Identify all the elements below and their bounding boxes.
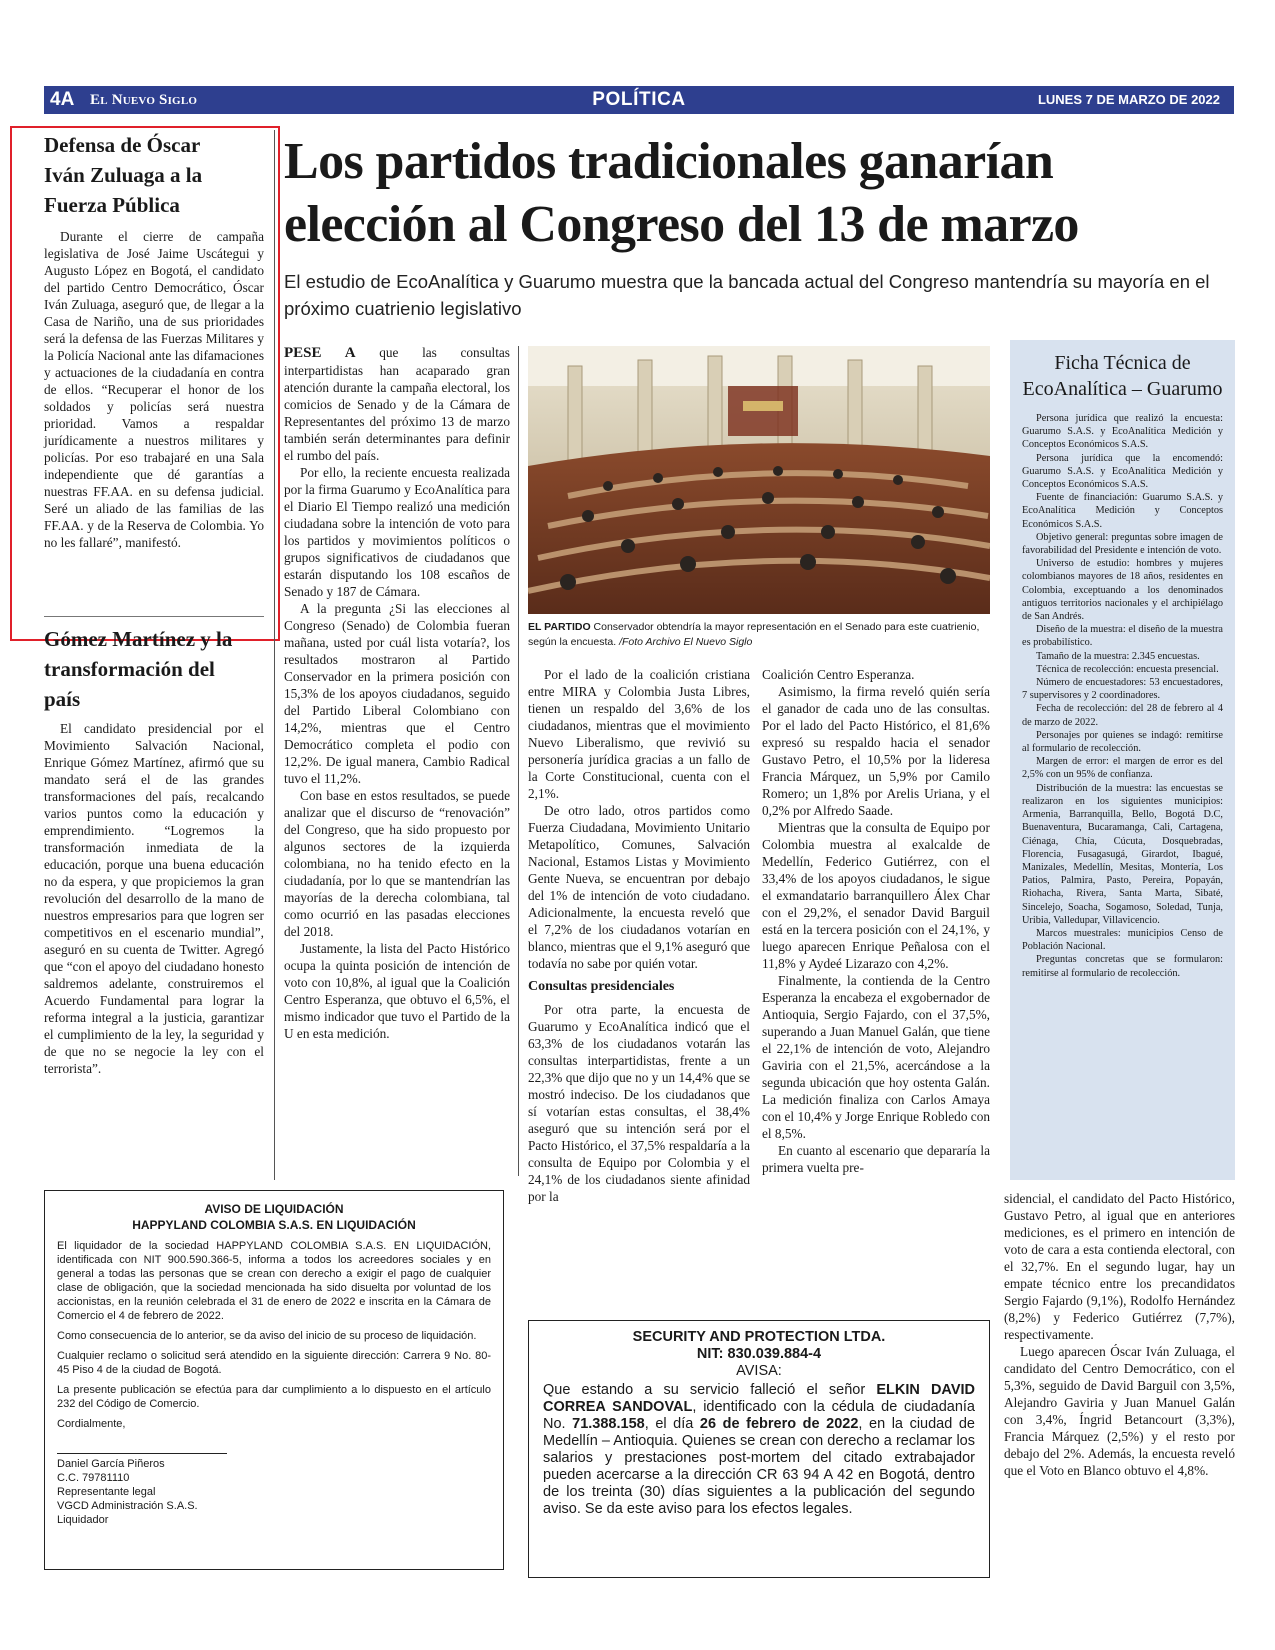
tech-item: Diseño de la muestra: el diseño de la muestra es probabilístico. xyxy=(1022,624,1223,649)
notice2-text: Que estando a su servicio falleció el señor xyxy=(543,1382,877,1398)
article-column-4 xyxy=(1004,1190,1235,1479)
left-story-2-text: El candidato presidencial por el Movimiento Salvación Nacional, Enrique Gómez Martínez, afirmó que su mandato será el de las grandes transformaciones del país, recalcando varios puntos como la educación y emprendimiento. “Logremos la transformación inmediata de la educación, porque una buena educación no da espera, y que propiciemos la gran revolución del desarrollo de la mano de nuestros empresarios para que logren ser competitivos en el escenario mundial”, aseguró en su cuenta de Twitter. Agregó que “con el apoyo del ciudadano honesto saldremos adelante, construiremos el Acuerdo Fundamental para lograr la reforma integral a la justicia, garantizar el cumplimiento de la ley, la seguridad y de que no se negocie la ley con el terrorista”. xyxy=(44,721,264,1076)
left-story-1-body xyxy=(44,228,264,551)
article-col1-p3: A la pregunta ¿Si las elecciones al Congreso (Senado) de Colombia fueran mañana, usted por cuál lista votaría?, los resultados mostraron al Partido Conservador en la primera posición con 15,3% de los apoyos ciudadanos, seguido del Partido Liberal Colombiano con 14,2%, mientras que el Centro Democrático completa el podio con 12,2%. De igual manera, Cambio Radical tuvo el 11,2%. xyxy=(284,601,510,786)
headline-deck: El estudio de EcoAnalítica y Guarumo muestra que la bancada actual del Congreso mantendría su mayoría en el próximo cuatrienio legislativo xyxy=(284,271,1210,319)
notice2-text: , el día xyxy=(644,1416,700,1432)
notice2-text: , identificado con la cédula de ciudadanía No. xyxy=(543,1399,975,1432)
left-story-2-title: Gómez Martínez y la transformación del país xyxy=(44,627,233,711)
notice2-heading-2: NIT: 830.039.884-4 xyxy=(696,1346,822,1362)
article-col1-p2: Por ello, la reciente encuesta realizada por la firma Guarumo y EcoAnalítica para el Diario El Tiempo realizó una medición ciudadana sobre la intención de voto para los partidos y movimientos políticos o grupos significativos de ciudadanos que estarán disputando los 108 escaños de Senado y 187 de Cámara. xyxy=(284,465,510,599)
signature-line-text: Daniel García Piñeros xyxy=(57,1458,165,1470)
article-column-1 xyxy=(284,344,510,1042)
left-story-1 xyxy=(44,130,264,551)
signature-line xyxy=(57,1453,227,1454)
notice1-p5: Cordialmente, xyxy=(57,1418,126,1430)
photo-credit: /Foto Archivo El Nuevo Siglo xyxy=(619,636,753,648)
article-col3-p2: Mientras que la consulta de Equipo por Colombia muestra al exalcalde de Medellín, Federico Gutiérrez, con el 33,4% de los apoyos ciudadanos, le sigue el exmandatario barranquillero Álex Char con el 29,2%, el senador David Barguil está en la tercera posición con el 24,1%, y luego aparecen Enrique Peñalosa con el 11,8% y Aydeé Lizarazo con 4,2%. xyxy=(762,820,990,971)
column-rule-left xyxy=(274,130,275,1180)
notice2-date: 26 de febrero de 2022 xyxy=(699,1416,859,1432)
tech-item: Fecha de recolección: del 28 de febrero al 4 de marzo de 2022. xyxy=(1022,703,1223,728)
technical-sheet-items xyxy=(1022,412,1223,980)
subhead-consultas: Consultas presidenciales xyxy=(528,979,675,994)
notice2-name: ELKIN DAVID CORREA SANDOVAL xyxy=(543,1382,975,1415)
notice1-heading-2: HAPPYLAND COLOMBIA S.A.S. EN LIQUIDACIÓN xyxy=(132,1218,416,1232)
tech-item: Marcos muestrales: municipios Censo de Población Nacional. xyxy=(1022,927,1223,953)
article-col1-p5: Justamente, la lista del Pacto Histórico ocupa la quinta posición de intención de voto con 10,8%, al igual que la Coalición Centro Esperanza, que obtuvo el 6,5%, el mismo indicador que tuvo el Partido de la U en esta medición. xyxy=(284,941,510,1041)
security-protection-notice xyxy=(528,1320,990,1578)
article-lead-in: PESE A xyxy=(284,345,356,361)
article-column-3 xyxy=(762,666,990,1176)
technical-sheet-title: Ficha Técnica de EcoAnalítica – Guarumo xyxy=(1022,352,1223,400)
article-col2-p2: De otro lado, otros partidos como Fuerza Ciudadana, Movimiento Unitario Metapolítico, Comunes, Salvación Nacional, Estamos Listas y Movimiento Gente Nueva, se encuentran por debajo del 1% de intención de voto ciudadano. Adicionalmente, la encuesta reveló que el 7,2% de los ciudadanos votarían en blanco, mientras que el 9,1% aseguró que todavía no sabe por quién votar. xyxy=(528,803,750,971)
tech-item: Preguntas concretas que se formularon: remitirse al formulario de recolección. xyxy=(1022,954,1223,979)
notice2-text: , en la ciudad de Medellín – Antioquia. Quienes se crean con derecho a reclamar los salarios y prestaciones post-mortem del citado extrabajador pueden acercarse a la dirección CR 63 94 A 42 en Bogotá, dentro de los treinta (30) días siguientes a la publicación del segundo aviso. Se da este aviso para los efectos legales. xyxy=(543,1416,975,1517)
tech-item: Distribución de la muestra: las encuestas se realizaron en los siguientes municipios: Armenia, Barranquilla, Bello, Bogotá D.C, Buenaventura, Bucaramanga, Cali, Cartagena, Ciénaga, Chía, Cúcuta, Dosquebradas, Florencia, Fusagasugá, Girardot, Ibagué, Manizales, Medellín, Mesitas, Montería, Los Patios, Palmira, Pasto, Pereira, Popayán, Riohacha, Rivera, Santa Marta, Sibaté, Sincelejo, Soacha, Sogamoso, Soledad, Tunja, Uribia, Valledupar, Villavicencio. xyxy=(1022,782,1223,926)
left-story-2-body xyxy=(44,720,264,1077)
technical-sheet-box xyxy=(1010,340,1235,1180)
signature-line-text: Representante legal xyxy=(57,1486,156,1498)
article-col1-p4: Con base en estos resultados, se puede analizar que el discurso de “renovación” del Congreso, que ha sido propuesto por algunos sectores de la izquierda colombiana, no ha tenido efecto en la ciudadanía, por lo que se mantendrían las mayorías de la derecha colombiana, tal como ocurrió en las pasadas elecciones del 2018. xyxy=(284,788,510,939)
article-col2-p3: Por otra parte, la encuesta de Guarumo y EcoAnalítica indicó que el 63,3% de los ciudadanos votarán las consultas interpartidistas, frente a un 22,3% que dijo que no y un 14,4% que se mostró indeciso. De los ciudadanos que sí votarían estas consultas, el 38,4% aseguró que su intención será por el Pacto Histórico, el 37,5% respaldaría a la consulta de Equipo por Colombia y el 24,1% de los ciudadanos siente afinidad por la xyxy=(528,1002,750,1204)
article-col2-p1: Por el lado de la coalición cristiana entre MIRA y Colombia Justa Libres, tienen un respaldo del 3,6% de los ciudadanos, mientras que el movimiento Nuevo Liberalismo, que revivió su personería jurídica gracias a un fallo de la Corte Constitucional, cuenta con el 2,1%. xyxy=(528,667,750,801)
notice2-heading-1: SECURITY AND PROTECTION LTDA. xyxy=(632,1329,886,1345)
tech-item: Personajes por quienes se indagó: remitirse al formulario de recolección. xyxy=(1022,729,1223,755)
tech-item: Fuente de financiación: Guarumo S.A.S. y EcoAnalítica Medición y Conceptos Económicos S.A.S. xyxy=(1022,492,1223,530)
left-story-1-title: Defensa de Óscar Iván Zuluaga a la Fuerza Pública xyxy=(44,133,203,217)
notice1-p2: Como consecuencia de lo anterior, se da aviso del inicio de su proceso de liquidación. xyxy=(57,1330,477,1342)
notice1-heading-1: AVISO DE LIQUIDACIÓN xyxy=(204,1202,344,1216)
left-divider xyxy=(44,616,264,617)
liquidation-notice xyxy=(44,1190,504,1570)
tech-item: Objetivo general: preguntas sobre imagen de favorabilidad del Presidente e intención de voto. xyxy=(1022,531,1223,557)
senate-chamber-photo xyxy=(528,346,990,614)
tech-item: Técnica de recolección: encuesta presencial. xyxy=(1036,663,1219,675)
tech-item: Tamaño de la muestra: 2.345 encuestas. xyxy=(1036,650,1200,662)
tech-item: Margen de error: el margen de error es del 2,5% con un 95% de confianza. xyxy=(1022,756,1223,781)
article-col3-p4: En cuanto al escenario que depararía la primera vuelta pre- xyxy=(762,1143,990,1175)
tech-item: Persona jurídica que realizó la encuesta: Guarumo S.A.S. y EcoAnalítica Medición y Conceptos Económicos S.A.S. xyxy=(1022,413,1223,451)
signature-line-text: Liquidador xyxy=(57,1514,109,1526)
section-title: POLÍTICA xyxy=(592,89,686,110)
page-number: 4A xyxy=(50,89,75,110)
main-headline: Los partidos tradicionales ganarían elección al Congreso del 13 de marzo xyxy=(284,133,1079,253)
newspaper-name: El Nuevo Siglo xyxy=(90,92,198,108)
left-story-1-text: Durante el cierre de campaña legislativa de José Jaime Uscátegui y Augusto López en Bogotá, el candidato del partido Centro Democrático, Óscar Iván Zuluaga, aseguró que, de llegar a la Casa de Nariño, una de sus prioridades será la defensa de las Fuerzas Militares y la Policía Nacional ante las difamaciones y actuaciones de la ciudadanía en contra de ellos. “Recuperar el honor de los soldados y policías será nuestra prioridad. Vamos a respaldar jurídicamente a nuestros militares y policías. Por eso trabajaré en una Sala independiente que dé garantías a nuestras FF.AA. en su defensa judicial. Seré un aliado de las familias de las FF.AA. y de la Reserva de Colombia. Yo no les fallaré”, manifestó. xyxy=(44,229,264,550)
article-col3-p0: Coalición Centro Esperanza. xyxy=(762,667,915,682)
notice1-signature xyxy=(57,1457,491,1527)
issue-date: LUNES 7 DE MARZO DE 2022 xyxy=(1037,92,1220,107)
left-story-2 xyxy=(44,624,264,1077)
notice1-p3: Cualquier reclamo o solicitud será atendido en la siguiente dirección: Carrera 9 No. 80-45 Piso 4 de la ciudad de Bogotá. xyxy=(57,1350,491,1376)
article-col3-p1: Asimismo, la firma reveló quién sería el ganador de cada uno de las consultas. Por el lado del Pacto Histórico, el 81,6% expresó su respaldo hacia el senador Gustavo Petro, el 10,5% por la lideresa Francia Márquez, un 5,9% por Camilo Romero; un 1,8% por Arelis Uriana, y el 0,2% por Alfredo Saade. xyxy=(762,684,990,818)
article-column-2 xyxy=(528,666,750,1205)
photo-caption xyxy=(528,620,990,650)
signature-line-text: VGCD Administración S.A.S. xyxy=(57,1500,198,1512)
page-header-bar xyxy=(44,86,1234,114)
article-col4-p1: Luego aparecen Óscar Iván Zuluaga, el candidato del Centro Democrático, con el 5,3%, seguido de David Barguil con 3,5%, Alejandro Gaviria y Juan Manuel Galán con 3,4%, Íngrid Betancourt (3,3%), Francia Márquez (2,5%) y el resto por debajo del 2%. Además, la encuesta reveló que el Voto en Blanco obtuvo el 4,8%. xyxy=(1004,1344,1235,1478)
tech-item: Número de encuestadores: 53 encuestadores, 7 supervisores y 2 coordinadores. xyxy=(1022,677,1223,702)
tech-item: Persona jurídica que la encomendó: Guarumo S.A.S. y EcoAnalítica Medición y Conceptos Económicos S.A.S. xyxy=(1022,452,1223,491)
notice2-cc: 71.388.158 xyxy=(572,1416,645,1432)
article-col4-p0: sidencial, el candidato del Pacto Histórico, Gustavo Petro, al igual que en anteriores mediciones, es el primero en intención de voto de cara a esta contienda electoral, con el 32,7%. En el segundo lugar, hay un empate técnico entre los precandidatos Sergio Fajardo (9,1%), Rodolfo Hernández (8,2%) y Federico Gutiérrez (7,7%), respectivamente. xyxy=(1004,1191,1235,1342)
notice2-body xyxy=(543,1382,975,1518)
signature-line-text: C.C. 79781110 xyxy=(57,1472,130,1484)
tech-item: Universo de estudio: hombres y mujeres colombianos mayores de 18 años, residentes en Colombia, exceptuando a los denominados antiguos territorios nacionales y el archipiélago de San Andrés. xyxy=(1022,558,1223,623)
article-col3-p3: Finalmente, la contienda de la Centro Esperanza la encabeza el exgobernador de Antioquia, Sergio Fajardo, con el 37,5%, superando a Juan Manuel Galán, que tiene el 22,1% de intención de voto, Alejandro Gaviria con el 21,5%, acercándose a la segunda ubicación que hoy ostenta Galán. La medición finaliza con Carlos Amaya con el 10,4% y Jorge Enrique Robledo con el 8,5%. xyxy=(762,973,990,1141)
caption-text: Conservador obtendría la mayor representación en el Senado para este cuatrienio, según la encuesta. xyxy=(528,621,980,648)
notice1-p4: La presente publicación se efectúa para dar cumplimiento a lo dispuesto en el artículo 232 del Código de Comercio. xyxy=(57,1384,491,1410)
notice2-avisa: AVISA: xyxy=(736,1363,782,1379)
column-rule-main xyxy=(518,346,519,1176)
caption-lead: EL PARTIDO xyxy=(528,621,591,633)
notice1-p1: El liquidador de la sociedad HAPPYLAND COLOMBIA S.A.S. EN LIQUIDACIÓN, identificada con NIT 900.590.366-5, informa a todos los acreedores sociales y en general a todas las personas que se crean con derecho a exigir el pago de cualquier clase de obligación, que la sociedad mencionada ha sido disuelta por voluntad de los accionistas, en la reunión celebrada el 31 de enero de 2022 e inscrita en la Cámara de Comercio el 4 de febrero de 2022. xyxy=(57,1240,491,1322)
article-col1-p1: que las consultas interpartidistas han acaparado gran atención durante la campaña electoral, los comicios de Senado y de la Cámara de Representantes del próximo 13 de marzo también serán determinantes para definir el rumbo del país. xyxy=(284,345,510,463)
